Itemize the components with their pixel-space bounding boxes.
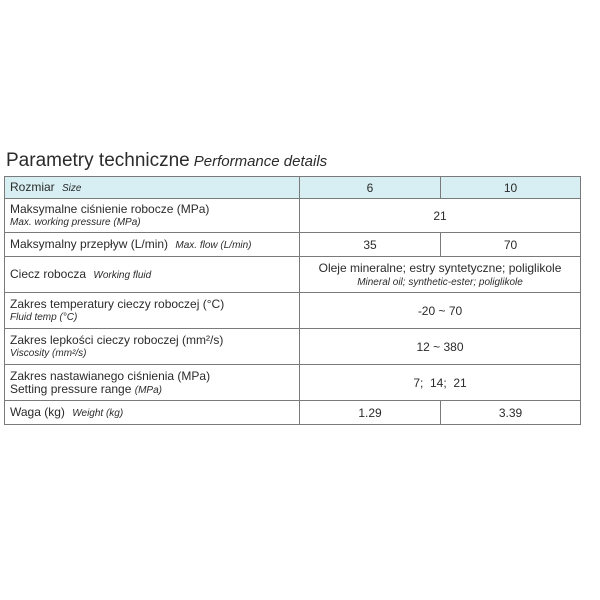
- viscosity-label: Zakres lepkości cieczy roboczej (mm²/s): [10, 333, 224, 347]
- max-flow-label: Maksymalny przepływ (L/min): [10, 237, 169, 251]
- table-row-setting-pressure: [5, 365, 581, 401]
- viscosity-label-english: Viscosity (mm²/s): [10, 348, 87, 359]
- weight-size-10-value: 3.39: [441, 401, 581, 425]
- weight-label: Waga (kg): [10, 405, 65, 419]
- setting-pressure-label: Zakres nastawianego ciśnienia (MPa): [10, 368, 211, 383]
- max-pressure-label-english: Max. working pressure (MPa): [10, 217, 141, 228]
- max-pressure-value: 21: [300, 199, 581, 233]
- fluid-temp-value: -20 ~ 70: [300, 293, 581, 329]
- working-fluid-label-cell: [5, 257, 300, 293]
- working-fluid-value-cell: [300, 257, 581, 293]
- setting-pressure-label-english: [10, 383, 294, 397]
- max-flow-size-10-value: 70: [441, 233, 581, 257]
- size-6-header: 6: [300, 177, 441, 199]
- fluid-temp-label: Zakres temperatury cieczy roboczej (°C): [10, 297, 225, 311]
- weight-label-english: Weight (kg): [72, 408, 124, 419]
- working-fluid-value-english: Mineral oil; synthetic-ester; poliglikole: [357, 276, 523, 288]
- working-fluid-label-english: Working fluid: [93, 270, 152, 281]
- setting-pressure-label-cell: [5, 365, 300, 401]
- max-pressure-label-cell: [5, 199, 300, 233]
- setting-pressure-value: 7; 14; 21: [300, 365, 581, 401]
- setting-pressure-range-text: Setting pressure range: [10, 381, 132, 396]
- table-row-viscosity: [5, 329, 581, 365]
- performance-table: [4, 176, 581, 425]
- working-fluid-value: Oleje mineralne; estry syntetyczne; poliglikole: [318, 260, 562, 275]
- max-flow-label-english: Max. flow (L/min): [175, 240, 252, 251]
- weight-size-6-value: 1.29: [300, 401, 441, 425]
- size-10-header: 10: [441, 177, 581, 199]
- max-flow-label-cell: [5, 233, 300, 257]
- table-row-working-fluid: [5, 257, 581, 293]
- working-fluid-label: Ciecz robocza: [10, 267, 87, 281]
- max-pressure-label: Maksymalne ciśnienie robocze (MPa): [10, 202, 210, 216]
- fluid-temp-label-english: Fluid temp (°C): [10, 312, 78, 323]
- size-label-cell: [5, 177, 300, 199]
- viscosity-value: 12 ~ 380: [300, 329, 581, 365]
- page-title: [6, 149, 327, 174]
- viscosity-label-cell: [5, 329, 300, 365]
- title-english: Performance details: [193, 153, 328, 170]
- max-flow-size-6-value: 35: [300, 233, 441, 257]
- table-row-max-flow: [5, 233, 581, 257]
- size-label-english: Size: [62, 183, 82, 194]
- weight-label-cell: [5, 401, 300, 425]
- table-row-weight: [5, 401, 581, 425]
- setting-pressure-unit: (MPa): [134, 384, 162, 396]
- table-row-fluid-temp: [5, 293, 581, 329]
- title-polish: Parametry techniczne: [6, 150, 190, 171]
- fluid-temp-label-cell: [5, 293, 300, 329]
- table-row-max-pressure: [5, 199, 581, 233]
- table-header-row: [5, 177, 581, 199]
- size-label: Rozmiar: [10, 180, 55, 194]
